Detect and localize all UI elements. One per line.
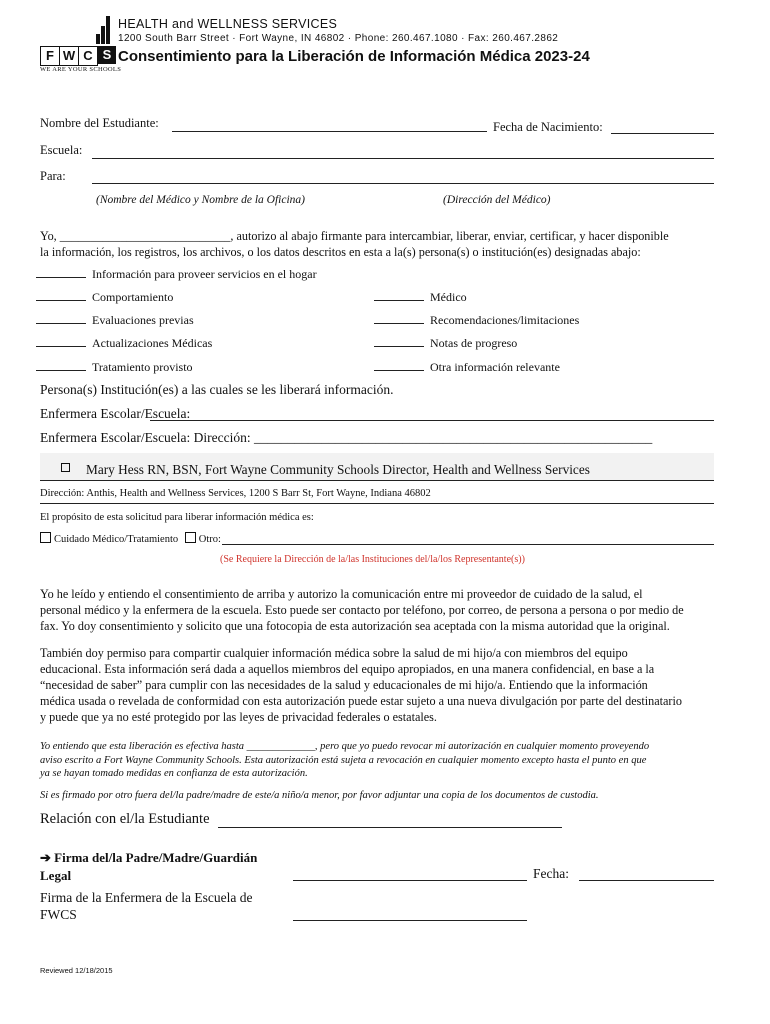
option-label: Actualizaciones Médicas xyxy=(92,336,213,350)
reviewed-date: Reviewed 12/18/2015 xyxy=(40,966,113,975)
option-blank[interactable] xyxy=(36,313,86,324)
other-option-label: Otro: xyxy=(198,534,221,545)
revocation-line: aviso escrito a Fort Wayne Community Schools. Esta autorización está sujeta a revocación en cualquier momento excepto hasta el punto en que xyxy=(40,754,647,766)
nurse-signature-field[interactable] xyxy=(293,920,527,921)
school-nurse-address[interactable]: Enfermera Escolar/Escuela: Dirección: ___________________________________________________________ xyxy=(40,430,653,445)
custody-notice: Si es firmado por otro fuera del/la padre/madre de este/a niño/a menor, por favor adjuntar una copia de los documentos de custodia. xyxy=(40,790,599,801)
required-note: (Se Requiere la Dirección de la/las Instituciones del/la/los Representante(s)) xyxy=(220,554,525,565)
student-name-label: Nombre del Estudiante: xyxy=(40,116,159,130)
consent-paragraph-2 xyxy=(40,645,682,725)
option-doctor[interactable] xyxy=(374,290,467,305)
nurse-signature-line2: FWCS xyxy=(40,907,77,922)
page-title: Consentimiento para la Liberación de Información Médica 2023-24 xyxy=(118,48,590,65)
option-label: Información para proveer servicios en el hogar xyxy=(92,267,317,281)
consent-line: médica usada o revelada de conformidad con esta autorización puede estar sujeto a una nueva divulgación por parte del destinatario xyxy=(40,694,682,708)
option-blank[interactable] xyxy=(36,336,86,347)
student-name-field[interactable] xyxy=(172,131,487,132)
arrow-right-icon: ➔ xyxy=(40,850,51,865)
purpose-label: El propósito de esta solicitud para liberar información médica es: xyxy=(40,512,314,523)
school-nurse-field[interactable] xyxy=(150,420,714,421)
option-blank[interactable] xyxy=(374,360,424,371)
consent-line: y puede que ya no esté protegido por las leyes de privacidad federales o estatales. xyxy=(40,710,437,724)
option-label: Notas de progreso xyxy=(430,336,518,350)
option-label: Otra información relevante xyxy=(430,360,560,374)
option-treatment-provided[interactable] xyxy=(36,360,193,375)
option-recommendations[interactable] xyxy=(374,313,579,328)
option-blank[interactable] xyxy=(36,360,86,371)
authorization-line-2: la información, los registros, los archivos, o los datos descritos en esta a la(s) persona(s) o institución(es) designadas abajo: xyxy=(40,245,641,259)
option-medical-updates[interactable] xyxy=(36,336,212,351)
option-home-services[interactable] xyxy=(36,267,317,282)
school-label: Escuela: xyxy=(40,143,83,157)
purpose-options xyxy=(40,532,221,545)
contact-line: 1200 South Barr Street · Fort Wayne, IN 46802 · Phone: 260.467.1080 · Fax: 260.467.2862 xyxy=(118,33,559,44)
director-address-underline xyxy=(40,503,714,504)
consent-line: fax. Yo doy consentimiento y solicito que una fotocopia de esta autorización sea aceptada con la misma autoridad que la original. xyxy=(40,619,670,633)
parent-signature-line2: Legal xyxy=(40,868,72,883)
consent-line: educacional. Esta información será dada a aquellos miembros del equipo apropiados, en una manera confidencial, en base a la xyxy=(40,662,655,676)
option-label: Recomendaciones/limitaciones xyxy=(430,313,580,327)
consent-line: “necesidad de saber” para cumplir con las necesidades de la salud y educacionales de mi hijo/a. Entiendo que la información xyxy=(40,678,648,692)
parent-signature-field[interactable] xyxy=(293,880,527,881)
director-address: Dirección: Anthis, Health and Wellness Services, 1200 S Barr St, Fort Wayne, Indiana 46802 xyxy=(40,488,431,499)
consent-paragraph-1 xyxy=(40,586,684,634)
other-checkbox[interactable] xyxy=(185,532,196,543)
director-checkbox[interactable] xyxy=(61,463,70,472)
relation-field[interactable] xyxy=(218,827,562,828)
option-label: Médico xyxy=(430,290,467,304)
other-purpose-field[interactable] xyxy=(222,544,714,545)
doctor-field[interactable] xyxy=(92,183,714,184)
option-blank[interactable] xyxy=(374,336,424,347)
option-blank[interactable] xyxy=(374,290,424,301)
birth-date-label: Fecha de Nacimiento: xyxy=(493,120,603,134)
consent-line: personal médico y la enfermera de la escuela. Esto puede ser contacto por teléfono, por correo, de persona a persona o por medio de xyxy=(40,603,684,617)
director-underline xyxy=(40,480,714,481)
consent-line: También doy permiso para compartir cualquier información médica sobre la salud de mi hijo/a con miembros del equipo xyxy=(40,646,628,660)
option-progress-notes[interactable] xyxy=(374,336,517,351)
option-label: Evaluaciones previas xyxy=(92,313,194,327)
option-blank[interactable] xyxy=(36,267,86,278)
doctor-name-hint: (Nombre del Médico y Nombre de la Oficina) xyxy=(96,194,305,206)
consent-line: Yo he leído y entiendo el consentimiento de arriba y autorizo la comunicación entre mi proveedor de cuidado de la salud, el xyxy=(40,587,643,601)
parent-signature-label xyxy=(40,849,257,885)
logo-letters: F W C S xyxy=(40,46,116,66)
revocation-notice xyxy=(40,740,649,781)
option-label: Tratamiento provisto xyxy=(92,360,193,374)
nurse-signature-label xyxy=(40,889,253,923)
logo-tagline: WE ARE YOUR SCHOOLS xyxy=(40,66,122,73)
to-label: Para: xyxy=(40,169,66,183)
option-other-info[interactable] xyxy=(374,360,560,375)
option-label: Comportamiento xyxy=(92,290,174,304)
parent-signature-line1: Firma del/la Padre/Madre/Guardián xyxy=(54,850,258,865)
care-checkbox[interactable] xyxy=(40,532,51,543)
doctor-address-hint: (Dirección del Médico) xyxy=(443,194,551,206)
date-field[interactable] xyxy=(579,880,714,881)
revocation-line: ya se hayan tomado medidas en confianza de esta autorización. xyxy=(40,768,308,779)
option-blank[interactable] xyxy=(374,313,424,324)
option-blank[interactable] xyxy=(36,290,86,301)
director-label: Mary Hess RN, BSN, Fort Wayne Community Schools Director, Health and Wellness Services xyxy=(86,462,590,477)
school-nurse-label: Enfermera Escolar/Escuela: xyxy=(40,406,191,421)
logo-bars-graphic xyxy=(96,16,114,44)
option-previous-evaluations[interactable] xyxy=(36,313,194,328)
authorization-line-1: Yo, ____________________________, autorizo al abajo firmante para intercambiar, liberar, enviar, certificar, y hacer disponible xyxy=(40,229,669,243)
birth-date-field[interactable] xyxy=(611,133,714,134)
relation-label: Relación con el/la Estudiante xyxy=(40,811,210,827)
nurse-signature-line1: Firma de la Enfermera de la Escuela de xyxy=(40,890,253,905)
revocation-line: Yo entiendo que esta liberación es efectiva hasta _____________, pero que yo puedo revocar mi autorización en cualquier momento proveyendo xyxy=(40,741,650,752)
option-behavior[interactable] xyxy=(36,290,173,305)
release-to-heading: Persona(s) Institución(es) a las cuales se les liberará información. xyxy=(40,382,394,397)
department-name: HEALTH and WELLNESS SERVICES xyxy=(118,17,338,31)
date-label: Fecha: xyxy=(533,866,569,881)
school-field[interactable] xyxy=(92,158,714,159)
care-option-label: Cuidado Médico/Tratamiento xyxy=(54,534,179,545)
